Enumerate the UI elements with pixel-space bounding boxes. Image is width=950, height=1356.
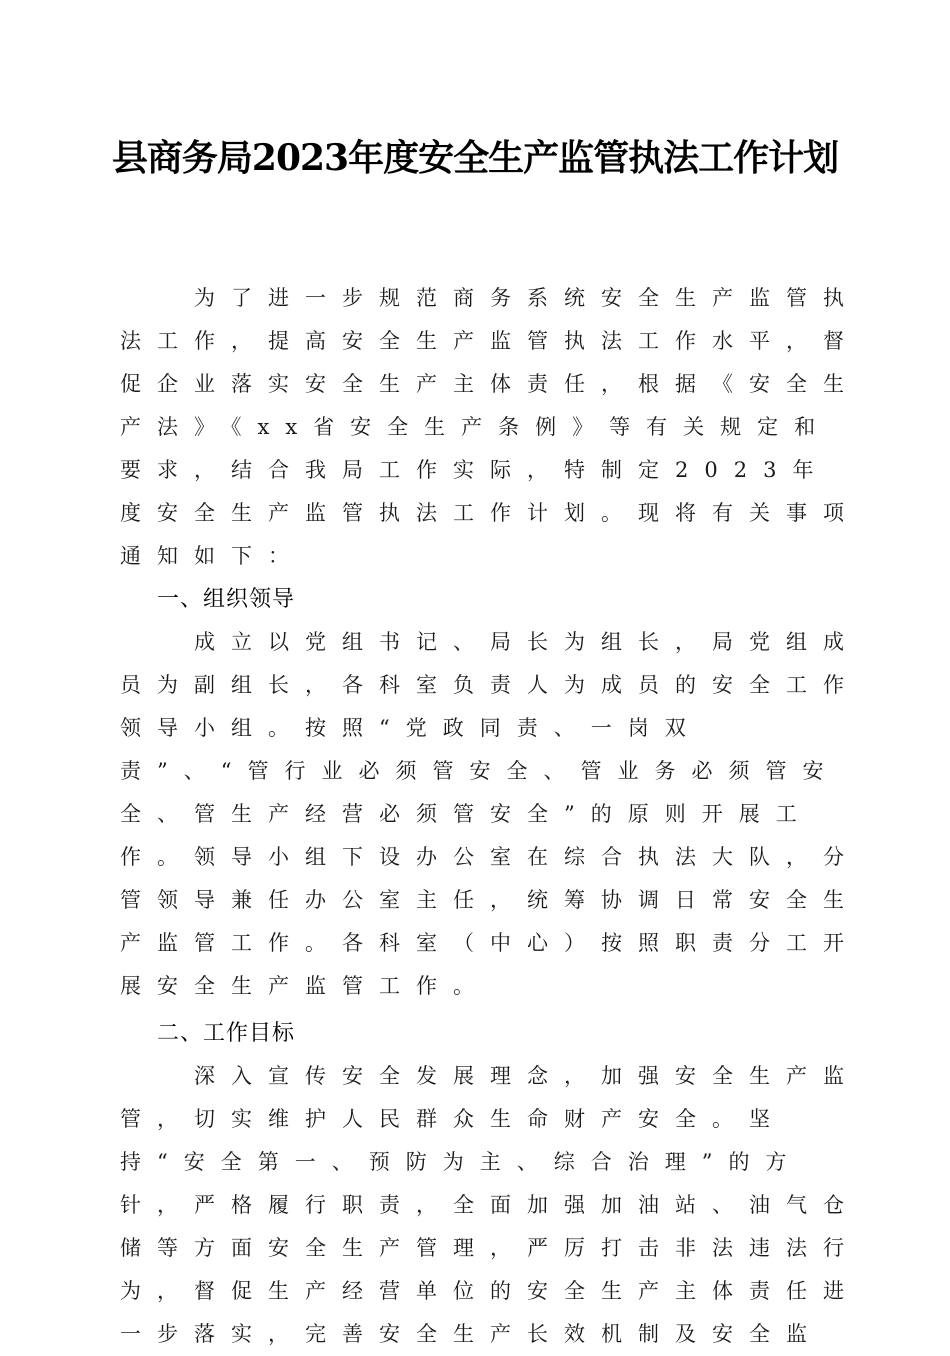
section-heading-goals: 二、工作目标 <box>157 1021 296 1046</box>
section-paragraph-organization: 成立以党组书记、局长为组长，局党组成员为副组长，各科室负责人为成员的安全工作领导小组。按照“党政同责、一岗双责”、“管行业必须管安全、管业务必须管安全、管生产经营必须管安全”的原则开展工作。领导小组下设办公室在综合执法大队，分管领导兼任办公室主任，统筹协调日常安全生产监管工作。各科室（中心）按照职责分工开展安全生产监管工作。 <box>120 630 860 998</box>
document-body <box>120 277 860 1356</box>
section-paragraph-goals: 深入宣传安全发展理念，加强安全生产监管，切实维护人民群众生命财产安全。坚持“安全第一、预防为主、综合治理”的方针，严格履行职责，全面加强加油站、油气仓储等方面安全生产管理，严厉打击非法违法行为，督促生产经营单位的安全生产主体责任进一步落实，完善安全生产长效机制及安全监 <box>120 1064 860 1346</box>
intro-paragraph: 为了进一步规范商务系统安全生产监管执法工作，提高安全生产监管执法工作水平，督促企业落实安全生产主体责任，根据《安全生产法》《xx省安全生产条例》等有关规定和要求，结合我局工作实际，特制定2023年度安全生产监管执法工作计划。现将有关事项通知如下： <box>120 286 860 568</box>
section-heading-organization: 一、组织领导 <box>157 587 296 612</box>
document-title: 县商务局2023年度安全生产监管执法工作计划 <box>111 137 839 179</box>
